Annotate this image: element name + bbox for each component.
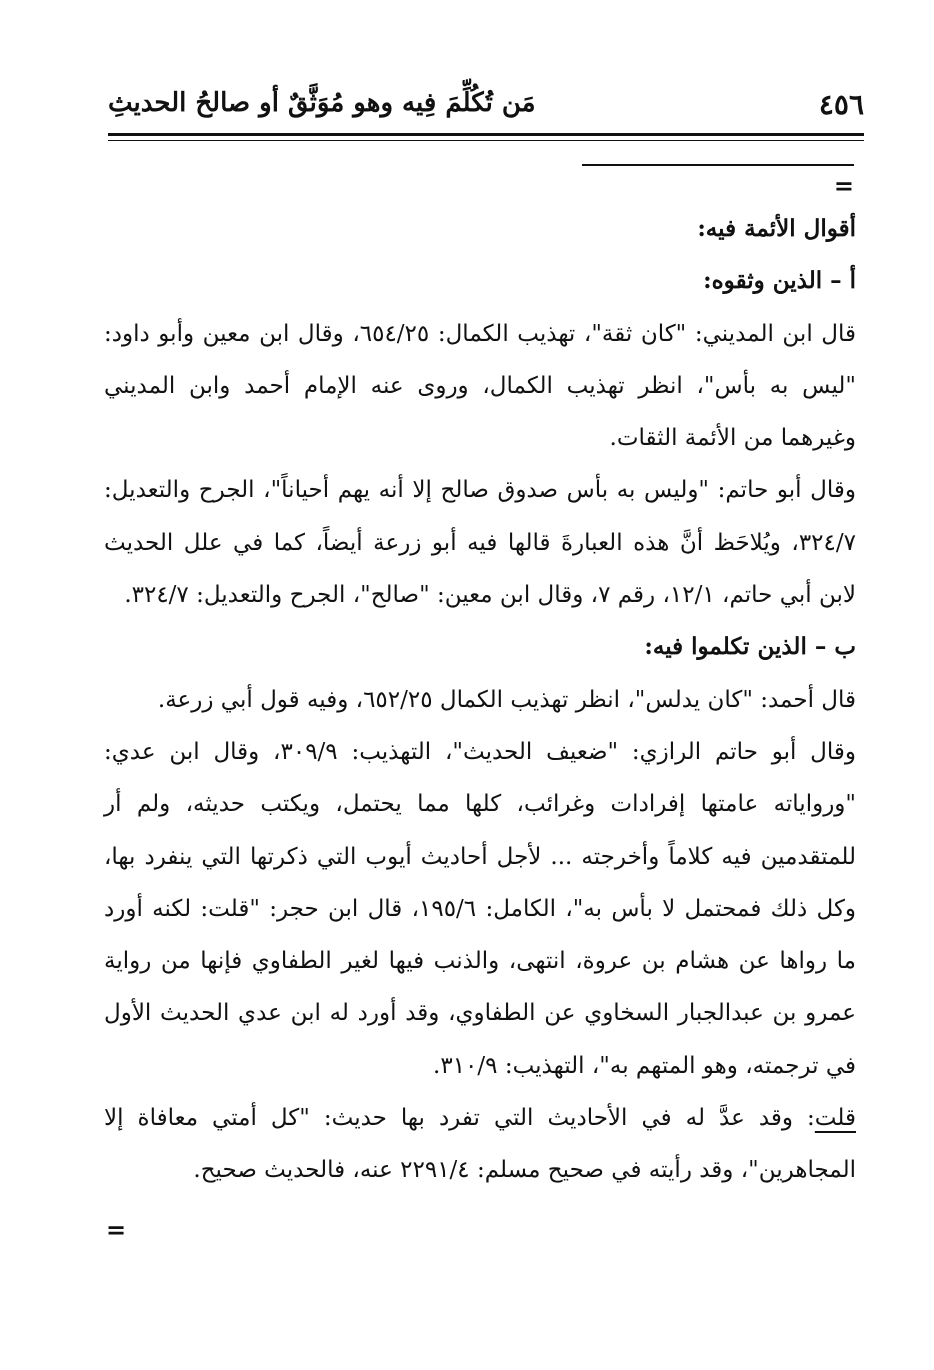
page-number: ٤٥٦	[818, 88, 864, 121]
author-note-text: : وقد عدَّ له في الأحاديث التي تفرد بها حديث: "كل أمتي معافاة إلا المجاهرين"، وقد رأيته في صحيح مسلم: ٢٢٩١/٤ عنه، فالحديث صحيح.	[104, 1105, 856, 1184]
subheading-criticized: ب – الذين تكلموا فيه:	[644, 633, 856, 661]
author-note-label: قلت	[814, 1105, 856, 1132]
continuation-mark-bottom: =	[106, 1216, 127, 1244]
paragraph-author-note	[104, 1092, 856, 1197]
paragraph-abu-hatim: وقال أبو حاتم: "وليس به بأس صدوق صالح إلا أنه يهم أحياناً"، الجرح والتعديل: ٣٢٤/٧، ويُلاحَظ أنَّ هذه العبارةَ قالها فيه أبو زرعة أيضاً، كما في علل الحديث لابن أبي حاتم، ١٢/١، رقم ٧، وقال ابن معين: "صالح"، الجرح والتعديل: ٣٢٤/٧.	[104, 477, 856, 609]
page-header	[108, 86, 864, 130]
running-title: مَن تُكُلِّمَ فِيه وهو مُوَثَّقٌ أو صالحُ الحديثِ	[108, 88, 536, 118]
header-rule-thin	[108, 140, 864, 141]
header-rule-thick	[108, 133, 864, 136]
subheading-trusted: أ – الذين وثقوه:	[703, 267, 856, 295]
paragraph-ibn-madini: قال ابن المديني: "كان ثقة"، تهذيب الكمال: ٦٥٤/٢٥، وقال ابن معين وأبو داود: "ليس به بأس"، انظر تهذيب الكمال، وروى عنه الإمام أحمد وابن المديني وغيرهما من الأئمة الثقات.	[104, 320, 856, 452]
continuation-mark-top: =	[833, 172, 854, 200]
main-text	[104, 203, 856, 1197]
footnote-separator	[582, 164, 854, 166]
paragraph-ahmad: قال أحمد: "كان يدلس"، انظر تهذيب الكمال ٦٥٢/٢٥، وفيه قول أبي زرعة.	[157, 686, 856, 713]
paragraph-abu-hatim-razi: وقال أبو حاتم الرازي: "ضعيف الحديث"، التهذيب: ٣٠٩/٩، وقال ابن عدي: "ورواياته عامتها إفرادات وغرائب، كلها مما يحتمل، ويكتب حديثه، ولم أر للمتقدمين فيه كلاماً وأخرجته ... لأجل أحاديث أيوب التي ذكرتها التي ينفرد بها، وكل ذلك فمحتمل لا بأس به"، الكامل: ١٩٥/٦، قال ابن حجر: "قلت: لكنه أورد ما رواها عن هشام بن عروة، انتهى، والذنب فيها لغير الطفاوي فإنها من رواية عمرو بن عبدالجبار السخاوي عن الطفاوي، وقد أورد له ابن عدي الحديث الأول في ترجمته، وهو المتهم به"، التهذيب: ٣١٠/٩.	[104, 738, 856, 1079]
section-heading: أقوال الأئمة فيه:	[697, 215, 856, 242]
